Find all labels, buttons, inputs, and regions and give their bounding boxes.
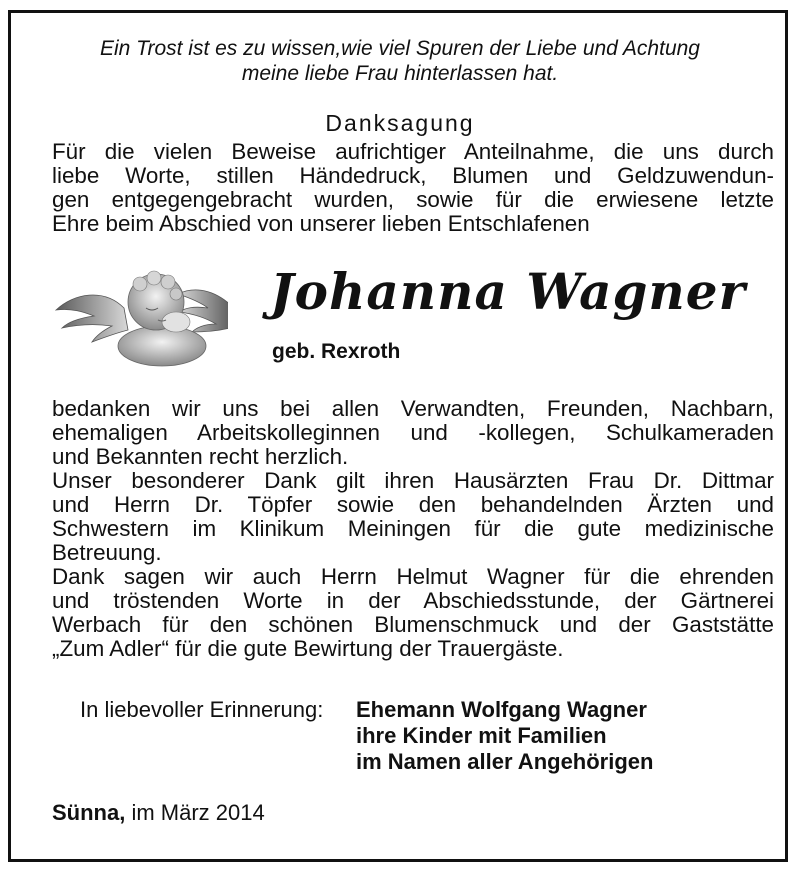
thanks-line: und Bekannten recht herzlich. (52, 444, 349, 469)
signature-names (356, 697, 653, 775)
motto-line: Ein Trost ist es zu wissen,wie viel Spuren der Liebe und Achtung (100, 37, 700, 60)
thanks-line: bedanken wir uns bei allen Verwandten, Freunden, Nachbarn, (52, 396, 774, 421)
thanks-line: Unser besonderer Dank gilt ihren Hausärzten Frau Dr. Dittmar (52, 468, 774, 493)
thanks-paragraph (52, 397, 774, 661)
intro-line: liebe Worte, stillen Händedruck, Blumen und Geldzuwendun- (52, 163, 774, 188)
thanks-line: und tröstenden Worte in der Abschiedsstunde, der Gärtnerei (52, 588, 774, 613)
signature-name: ihre Kinder mit Familien (356, 723, 607, 748)
date-text: im März 2014 (131, 800, 265, 825)
intro-line: Für die vielen Beweise aufrichtiger Anteilnahme, die uns durch (52, 139, 774, 164)
maiden-name: geb. Rexroth (272, 340, 401, 363)
thanks-line: und Herrn Dr. Töpfer sowie den behandelnden Ärzten und (52, 492, 774, 517)
thanks-line: Betreuung. (52, 540, 162, 565)
thanks-line: Dank sagen wir auch Herrn Helmut Wagner für die ehrenden (52, 564, 774, 589)
signature-name: im Namen aller Angehörigen (356, 749, 654, 774)
intro-line: Ehre beim Abschied von unserer lieben Entschlafenen (52, 211, 590, 236)
thanks-line: „Zum Adler“ für die gute Bewirtung der Trauergäste. (52, 636, 564, 661)
thanks-line: Werbach für den schönen Blumenschmuck und der Gaststätte (52, 612, 774, 637)
heading-danksagung: Danksagung (325, 110, 475, 136)
place-name: Sünna, (52, 800, 126, 825)
motto-line: meine liebe Frau hinterlassen hat. (241, 62, 559, 85)
thanks-line: ehemaligen Arbeitskolleginnen und -kollegen, Schulkameraden (52, 420, 774, 445)
angel-icon (54, 258, 228, 370)
place-date (52, 800, 265, 826)
deceased-name: Johanna Wagner (270, 262, 746, 321)
signature-lead: In liebevoller Erinnerung: (80, 697, 324, 722)
thanks-line: Schwestern im Klinikum Meiningen für die gute medizinische (52, 516, 774, 541)
intro-paragraph (52, 140, 774, 236)
signature-name: Ehemann Wolfgang Wagner (356, 697, 647, 722)
motto-quote (60, 36, 740, 86)
intro-line: gen entgegengebracht wurden, sowie für die erwiesene letzte (52, 187, 774, 212)
